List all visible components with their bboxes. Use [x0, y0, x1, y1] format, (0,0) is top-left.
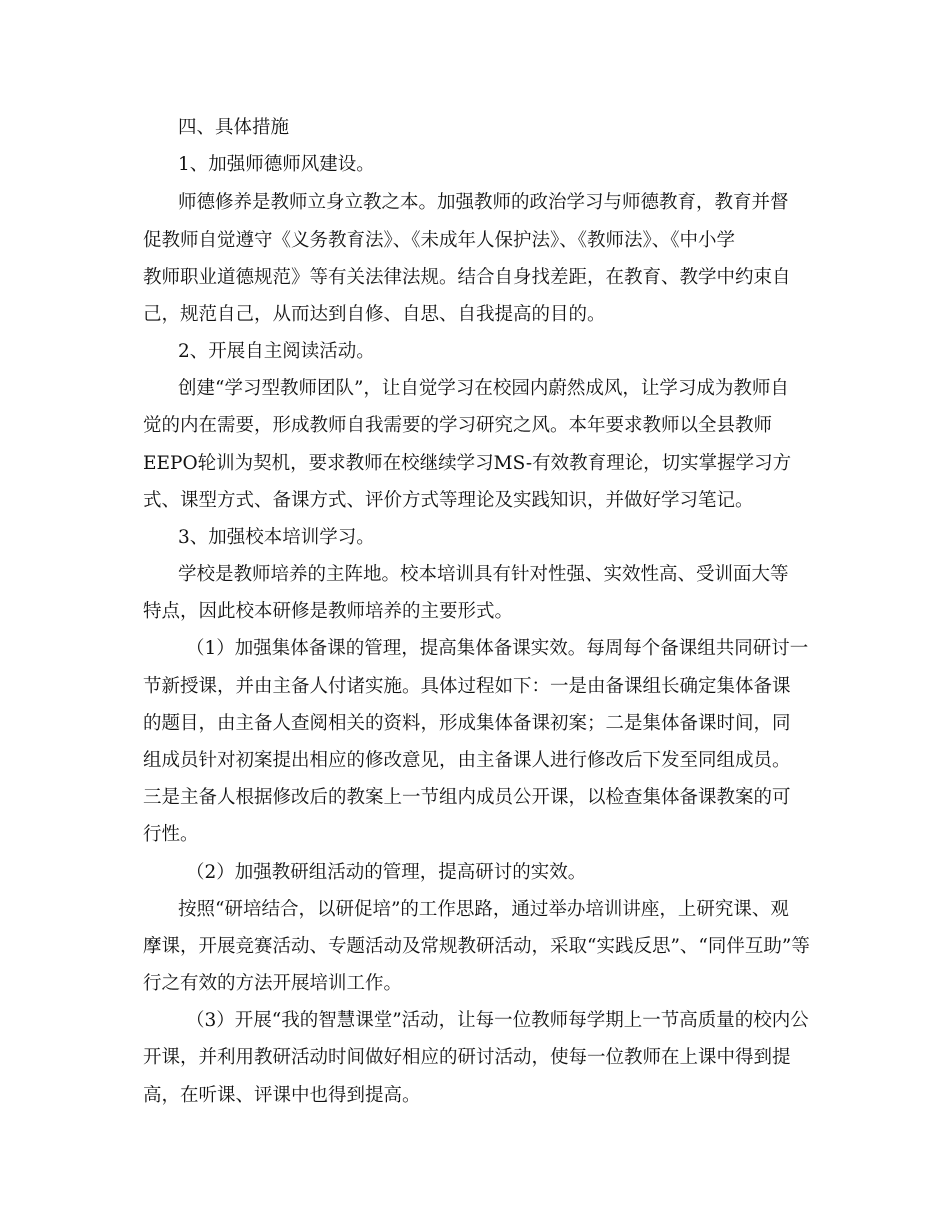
paragraph-line: 特点，因此校本研修是教师培养的主要形式。	[143, 601, 514, 622]
paragraph-line: 式、课型方式、备课方式、评价方式等理论及实践知识，并做好学习笔记。	[143, 490, 754, 511]
subheading: 2、开展自主阅读活动。	[178, 341, 375, 362]
paragraph-line: （1）加强集体备课的管理，提高集体备课实效。每周每个备课组共同研讨一	[186, 638, 809, 659]
subheading: 1、加强师德师风建设。	[178, 154, 375, 175]
paragraph-line: 行之有效的方法开展培训工作。	[143, 973, 403, 994]
paragraph-line: 学校是教师培养的主阵地。校本培训具有针对性强、实效性高、受训面大等	[178, 564, 789, 585]
paragraph-line: 觉的内在需要，形成教师自我需要的学习研究之风。本年要求教师以全县教师	[143, 415, 773, 436]
paragraph-line: 教师职业道德规范》等有关法律法规。结合自身找差距，在教育、教学中约束自	[143, 267, 791, 288]
paragraph-line: 按照“研培结合，以研促培”的工作思路，通过举办培训讲座，上研究课、观	[178, 899, 789, 920]
paragraph-line: 摩课，开展竞赛活动、专题活动及常规教研活动，采取“实践反思”、“同伴互助”等	[143, 936, 810, 957]
paragraph-line: EEPO轮训为契机，要求教师在校继续学习MS-有效教育理论，切实掌握学习方	[143, 453, 792, 474]
paragraph-line: 三是主备人根据修改后的教案上一节组内成员公开课，以检查集体备课教案的可	[143, 787, 791, 808]
paragraph-line: 己，规范自己，从而达到自修、自思、自我提高的目的。	[143, 304, 606, 325]
subheading: 3、加强校本培训学习。	[178, 527, 375, 548]
paragraph-line: 创建“学习型教师团队”，让自觉学习在校园内蔚然成风，让学习成为教师自	[178, 378, 789, 399]
paragraph-line: 组成员针对初案提出相应的修改意见，由主备课人进行修改后下发至同组成员。	[143, 750, 791, 771]
paragraph-line: （3）开展“我的智慧课堂”活动，让每一位教师每学期上一节高质量的校内公	[186, 1010, 809, 1031]
section-heading: 四、具体措施	[178, 117, 290, 138]
paragraph-line: 促教师自觉遵守《义务教育法》、《未成年人保护法》、《教师法》、《中小学	[143, 230, 736, 251]
paragraph-line: 节新授课，并由主备人付诸实施。具体过程如下：一是由备课组长确定集体备课	[143, 676, 791, 697]
paragraph-line: 师德修养是教师立身立教之本。加强教师的政治学习与师德教育，教育并督	[178, 192, 789, 213]
paragraph-line: 高，在听课、评课中也得到提高。	[143, 1085, 421, 1106]
subheading: （2）加强教研组活动的管理，提高研讨的实效。	[186, 862, 587, 883]
paragraph-line: 开课，并利用教研活动时间做好相应的研讨活动，使每一位教师在上课中得到提	[143, 1047, 791, 1068]
paragraph-line: 的题目，由主备人查阅相关的资料，形成集体备课初案；二是集体备课时间，同	[143, 713, 791, 734]
paragraph-line: 行性。	[143, 824, 199, 845]
